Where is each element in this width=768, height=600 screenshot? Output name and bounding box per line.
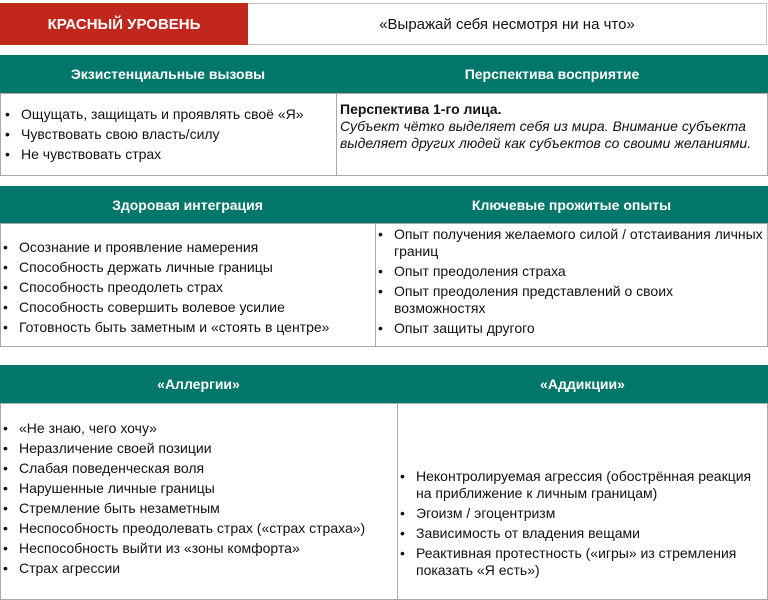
list-item: • Эгоизм / эгоцентризм [398, 505, 763, 522]
allergies-cell [0, 403, 398, 600]
list-item: • Опыт получения желаемого силой / отстаивания личных границ [376, 226, 763, 260]
list-item: • Чувствовать свою власть/силу [3, 126, 334, 143]
list-item: • Способность держать личные границы [1, 259, 373, 276]
addictions-list [398, 466, 763, 582]
list-item: • Стремление быть незаметным [1, 500, 397, 517]
list-item: • Зависимость от владения вещами [398, 525, 763, 542]
existential-challenges-cell [0, 93, 337, 176]
list-item: • Реактивная протестность («игры» из стремления показать «Я есть») [398, 545, 763, 579]
list-item: • Способность преодолеть страх [1, 279, 373, 296]
list-item: • «Не знаю, чего хочу» [1, 420, 397, 437]
list-item: • Готовность быть заметным и «стоять в центре» [1, 319, 373, 336]
list-item: • Страх агрессии [1, 560, 397, 577]
healthy-integration-header: Здоровая интеграция [0, 186, 375, 223]
list-item: • Опыт защиты другого [376, 320, 763, 337]
existential-challenges-list [3, 104, 334, 166]
addictions-header: «Аддикции» [397, 365, 768, 403]
healthy-integration-cell [0, 223, 376, 347]
list-item: • Нарушенные личные границы [1, 480, 397, 497]
addictions-cell [397, 403, 768, 600]
list-item: • Не чувствовать страх [3, 146, 334, 163]
list-item: • Неспособность преодолевать страх («страх страха») [1, 520, 397, 537]
list-item: • Слабая поведенческая воля [1, 460, 397, 477]
key-experiences-cell [375, 223, 768, 347]
perception-perspective-cell [336, 93, 768, 176]
level-motto: «Выражай себя несмотря ни на что» [248, 3, 767, 45]
perspective-text: Субъект чётко выделяет себя из мира. Внимание субъекта выделяет других людей как субъектов со своими желаниями. [340, 118, 752, 151]
list-item: • Неконтролируемая агрессия (обострённая реакция на приближение к личным границам) [398, 468, 763, 502]
perspective-title: Перспектива 1-го лица. [340, 101, 502, 117]
perception-perspective-header: Перспектива восприятие [336, 55, 768, 93]
existential-challenges-header: Экзистенциальные вызовы [0, 55, 336, 93]
list-item: • Ощущать, защищать и проявлять своё «Я» [3, 106, 334, 123]
key-experiences-header: Ключевые прожитые опыты [375, 186, 768, 223]
allergies-list [1, 418, 397, 580]
allergies-header: «Аллергии» [0, 365, 397, 403]
list-item: • Осознание и проявление намерения [1, 239, 373, 256]
list-item: • Опыт преодоления страха [376, 263, 763, 280]
list-item: • Неразличение своей позиции [1, 440, 397, 457]
healthy-integration-list [1, 237, 373, 339]
list-item: • Опыт преодоления представлений о своих возможностях [376, 283, 763, 317]
key-experiences-list [376, 224, 763, 340]
list-item: • Неспособность выйти из «зоны комфорта» [1, 540, 397, 557]
list-item: • Способность совершить волевое усилие [1, 299, 373, 316]
title-row [0, 0, 768, 46]
level-title: КРАСНЫЙ УРОВЕНЬ [0, 3, 248, 45]
